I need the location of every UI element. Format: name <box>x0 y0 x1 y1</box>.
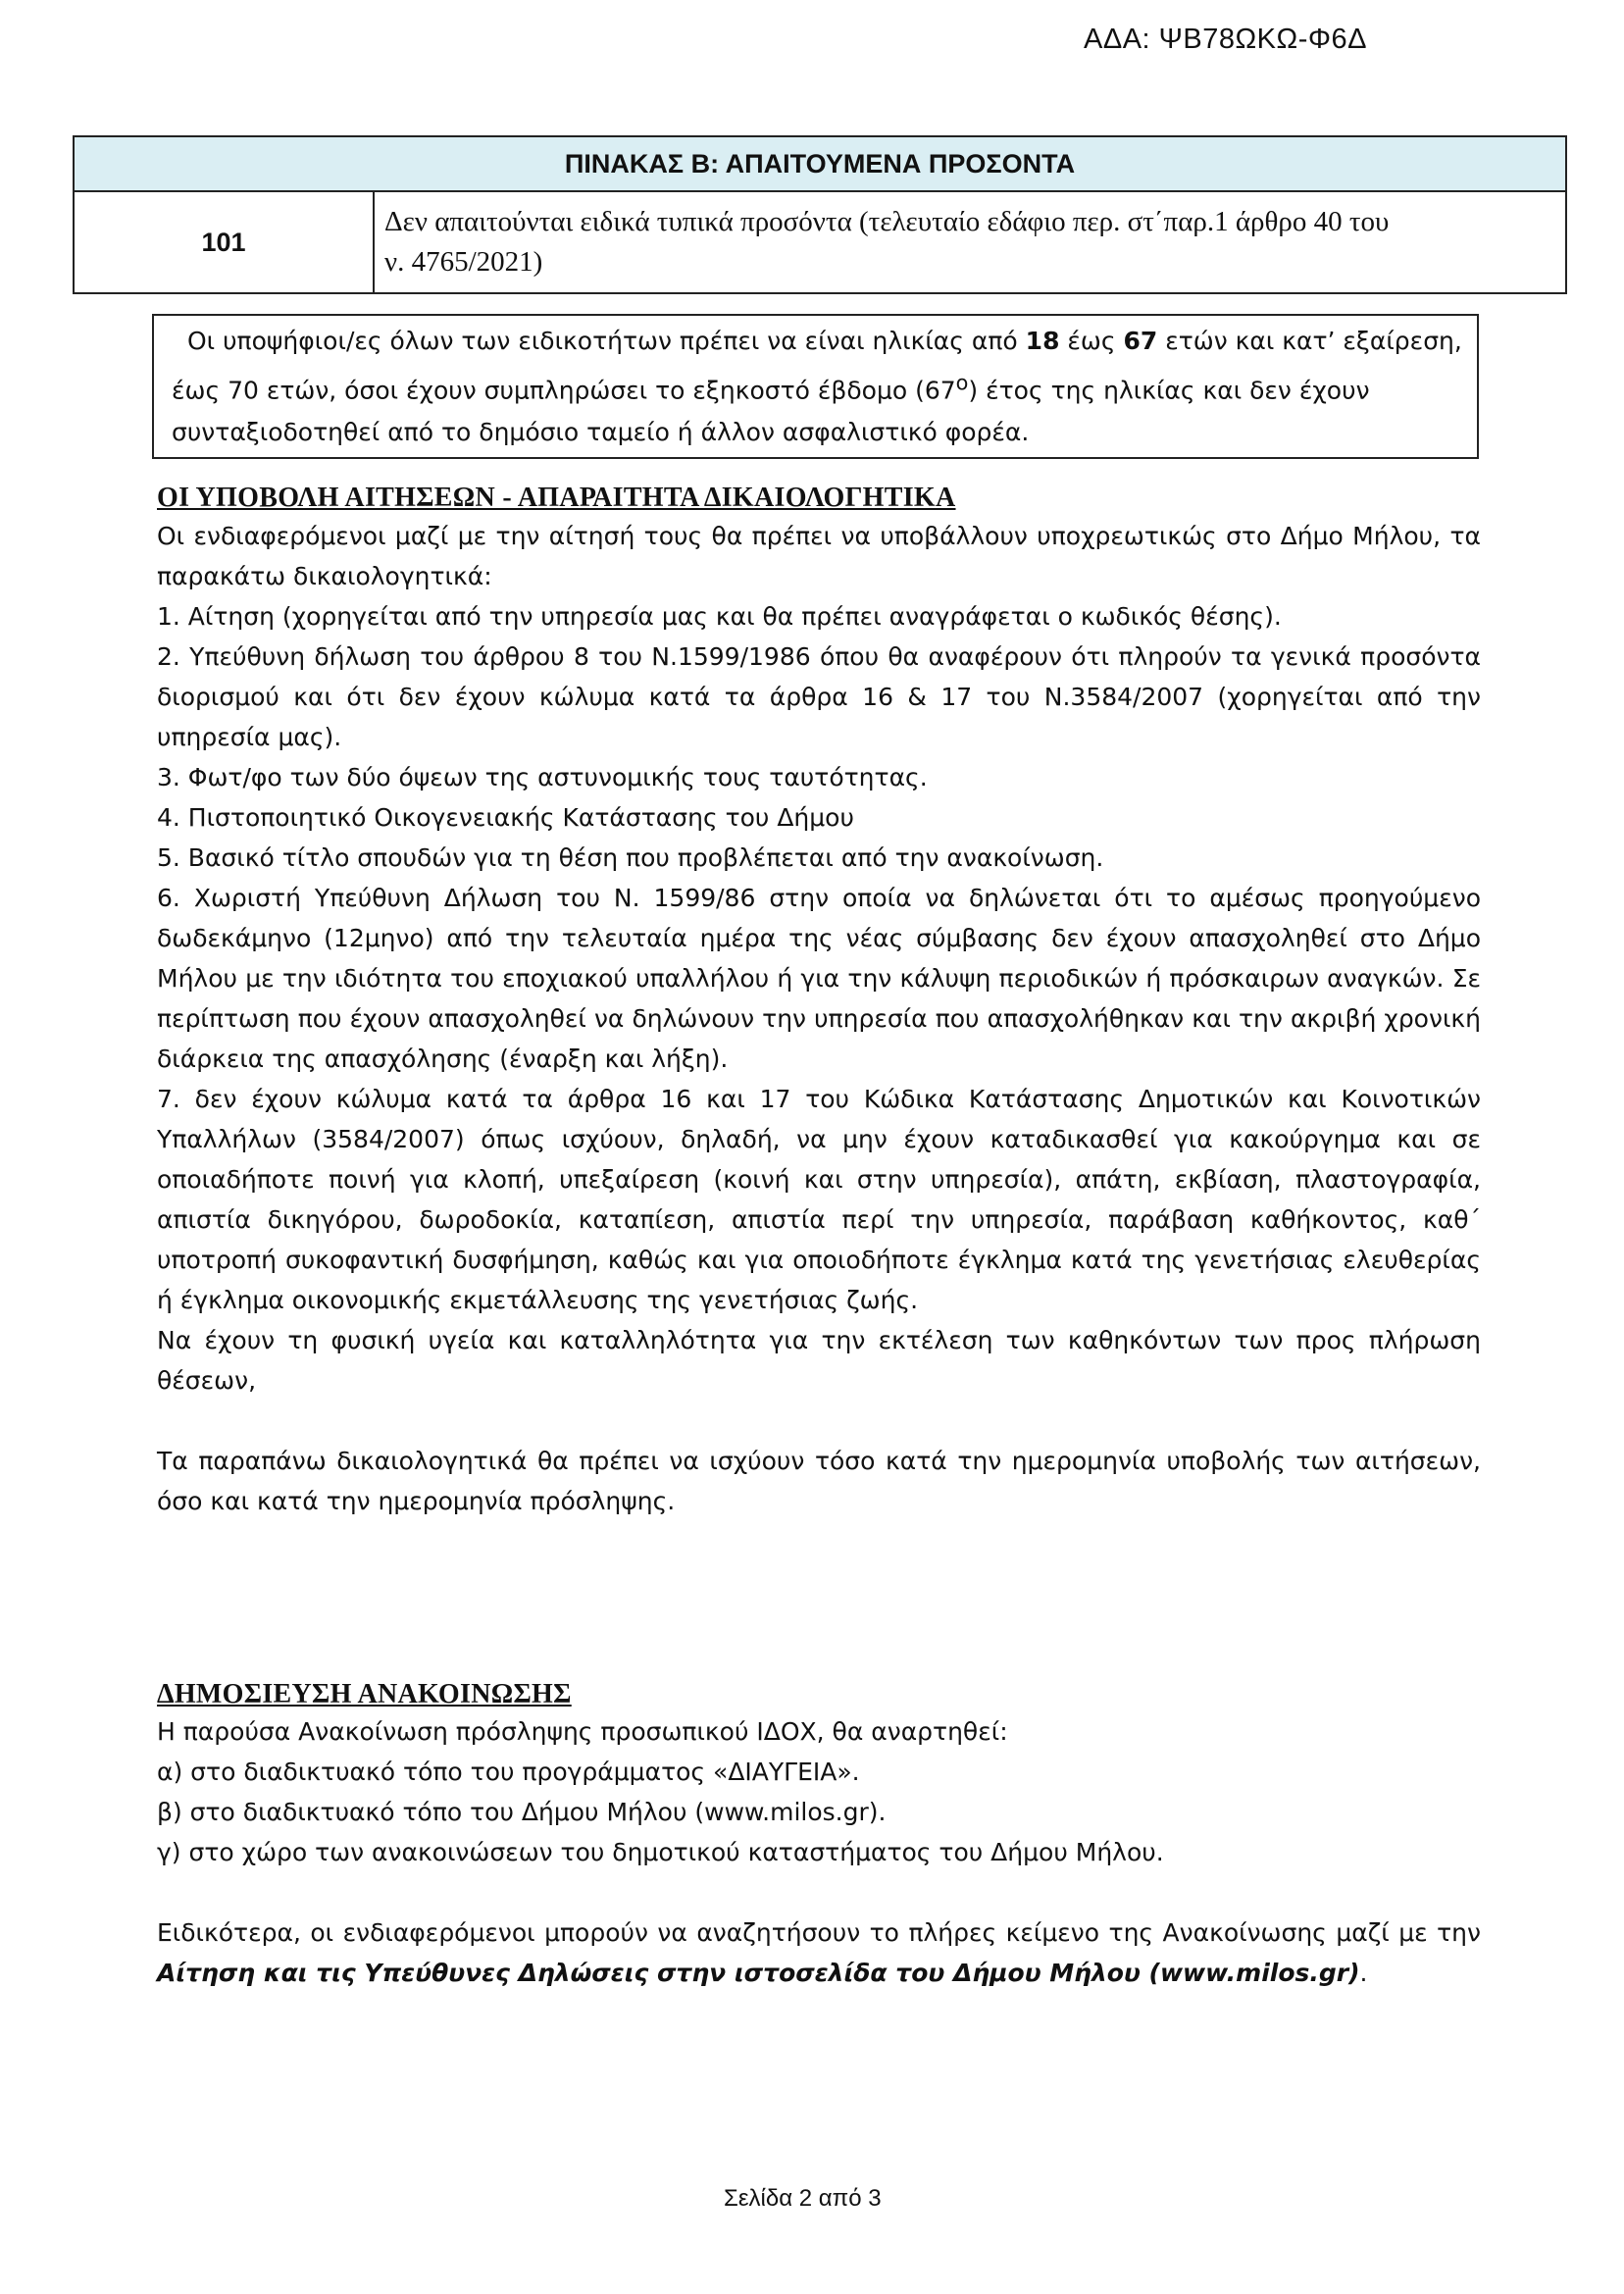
closing-text: Ειδικότερα, οι ενδιαφερόμενοι μπορούν να αναζητήσουν το πλήρες κείμενο της Ανακοίνωσης μαζί με την <box>157 1918 1481 1947</box>
document-item-5: 5. Βασικό τίτλο σπουδών για τη θέση που προβλέπεται από την ανακοίνωση. <box>157 843 1104 872</box>
submission-heading: ΟΙ ΥΠΟΒΟΛΗ ΑΙΤΗΣΕΩΝ - ΑΠΑΡΑΙΤΗΤΑ ΔΙΚΑΙΟΛΟΓΗΤΙΚΑ <box>157 483 956 513</box>
table-row <box>74 191 1566 293</box>
position-requirements <box>374 191 1566 293</box>
age-requirement-box <box>152 314 1479 459</box>
document-item-7: 7. δεν έχουν κώλυμα κατά τα άρθρα 16 και 17 του Κώδικα Κατάστασης Δημοτικών και Κοινοτικών Υπαλλήλων (3584/2007) όπως ισχύουν, δηλαδή, να μην έχουν καταδικασθεί για κακούργημα και σε οποιαδήποτε ποινή για κλοπή, υπεξαίρεση (κοινή και στην υπηρεσία), απάτη, εκβίαση, πλαστογραφία, απιστία δικηγόρου, δωροδοκία, καταπίεση, απιστία περί την υπηρεσία, παράβαση καθήκοντος, καθ΄ υποτροπή συκοφαντική δυσφήμηση, καθώς και για οποιοδήποτε έγκλημα κατά της γενετήσιας ελευθερίας ή έγκλημα οικονομικής εκμετάλλευσης της γενετήσιας ζωής. <box>157 1085 1481 1314</box>
document-item-1: 1. Αίτηση (χορηγείται από την υπηρεσία μας και θα πρέπει αναγράφεται ο κωδικός θέσης). <box>157 602 1282 631</box>
publication-item-a: α) στο διαδικτυακό τόπο του προγράμματος «ΔΙΑΥΓΕΙΑ». <box>157 1758 860 1786</box>
ordinal-superscript: ο <box>955 371 969 394</box>
publication-closing <box>157 1912 1481 1993</box>
ada-code: ΑΔΑ: ΨΒ78ΩΚΩ-Φ6Δ <box>1084 24 1367 55</box>
publication-item-c: γ) στο χώρο των ανακοινώσεων του δημοτικού καταστήματος του Δήμου Μήλου. <box>157 1838 1164 1866</box>
publication-section <box>157 1711 1481 1993</box>
document-item-4: 4. Πιστοποιητικό Οικογενειακής Κατάστασης του Δήμου <box>157 803 854 832</box>
submission-section <box>157 516 1481 1521</box>
min-age: 18 <box>1025 327 1060 355</box>
max-age: 67 <box>1123 327 1158 355</box>
publication-item-b: β) στο διαδικτυακό τόπο του Δήμου Μήλου (www.milos.gr). <box>157 1798 887 1826</box>
document-item-2: 2. Υπεύθυνη δήλωση του άρθρου 8 του Ν.1599/1986 όπου θα αναφέρουν ότι πληρούν τα γενικά προσόντα διορισμού και ότι δεν έχουν κώλυμα κατά τα άρθρα 16 & 17 του Ν.3584/2007 (χορηγείται από την υπηρεσία μας). <box>157 642 1481 751</box>
age-requirement-text <box>172 320 1463 453</box>
age-text-part: ) έτος της ηλικίας και δεν έχουν συνταξιοδοτηθεί από το δημόσιο ταμείο ή άλλον ασφαλιστικό φορέα. <box>172 376 1370 447</box>
requirements-line-1: Δεν απαιτούνται ειδικά τυπικά προσόντα (τελευταίο εδάφιο περ. στ΄παρ.1 άρθρο 40 του <box>384 206 1390 237</box>
publication-heading: ΔΗΜΟΣΙΕΥΣΗ ΑΝΑΚΟΙΝΩΣΗΣ <box>157 1679 572 1709</box>
publication-intro: Η παρούσα Ανακοίνωση πρόσληψης προσωπικού ΙΔΟΧ, θα αναρτηθεί: <box>157 1717 1008 1746</box>
age-text-part: Οι υποψήφιοι/ες όλων των ειδικοτήτων πρέπει να είναι ηλικίας από <box>187 327 1026 355</box>
closing-emphasis: Αίτηση και τις Υπεύθυνες Δηλώσεις στην ιστοσελίδα του Δήμου Μήλου (www.milos.gr) <box>157 1959 1360 1987</box>
document-item-6: 6. Χωριστή Υπεύθυνη Δήλωση του Ν. 1599/86 στην οποία να δηλώνεται ότι το αμέσως προηγούμενο δωδεκάμηνο (12μηνο) από την τελευταία ημέρα της νέας σύμβασης δεν έχουν απασχοληθεί στο Δήμο Μήλου με την ιδιότητα του εποχιακού υπαλλήλου ή για την κάλυψη περιοδικών ή πρόσκαιρων αναγκών. Σε περίπτωση που έχουν απασχοληθεί να δηλώνουν την υπηρεσία που απασχολήθηκαν και την ακριβή χρονική διάρκεια της απασχόλησης (έναρξη και λήξη). <box>157 884 1481 1073</box>
age-text-part: έως <box>1059 327 1124 355</box>
requirements-line-2: ν. 4765/2021) <box>384 246 543 278</box>
qualifications-table <box>73 135 1567 294</box>
health-requirement: Να έχουν τη φυσική υγεία και καταλληλότητα για την εκτέλεση των καθηκόντων των προς πλήρωση θέσεων, <box>157 1326 1481 1395</box>
position-code: 101 <box>74 191 374 293</box>
table-title: ΠΙΝΑΚΑΣ Β: ΑΠΑΙΤΟΥΜΕΝΑ ΠΡΟΣΟΝΤΑ <box>74 136 1566 191</box>
age-text-part: ετών και κατ’ εξαίρεση, έως 70 ετών, όσοι έχουν συμπληρώσει το εξηκοστό έβδομο (67 <box>172 327 1462 405</box>
submission-intro: Οι ενδιαφερόμενοι μαζί με την αίτησή τους θα πρέπει να υποβάλλουν υποχρεωτικώς στο Δήμο Μήλου, τα παρακάτω δικαιολογητικά: <box>157 522 1481 590</box>
validity-note: Τα παραπάνω δικαιολογητικά θα πρέπει να ισχύουν τόσο κατά την ημερομηνία υποβολής των αιτήσεων, όσο και κατά την ημερομηνία πρόσληψης. <box>157 1447 1481 1515</box>
page-number: Σελίδα 2 από 3 <box>724 2185 882 2212</box>
document-item-3: 3. Φωτ/φο των δύο όψεων της αστυνομικής τους ταυτότητας. <box>157 763 928 791</box>
closing-end: . <box>1359 1959 1368 1987</box>
table-header-row <box>74 136 1566 191</box>
